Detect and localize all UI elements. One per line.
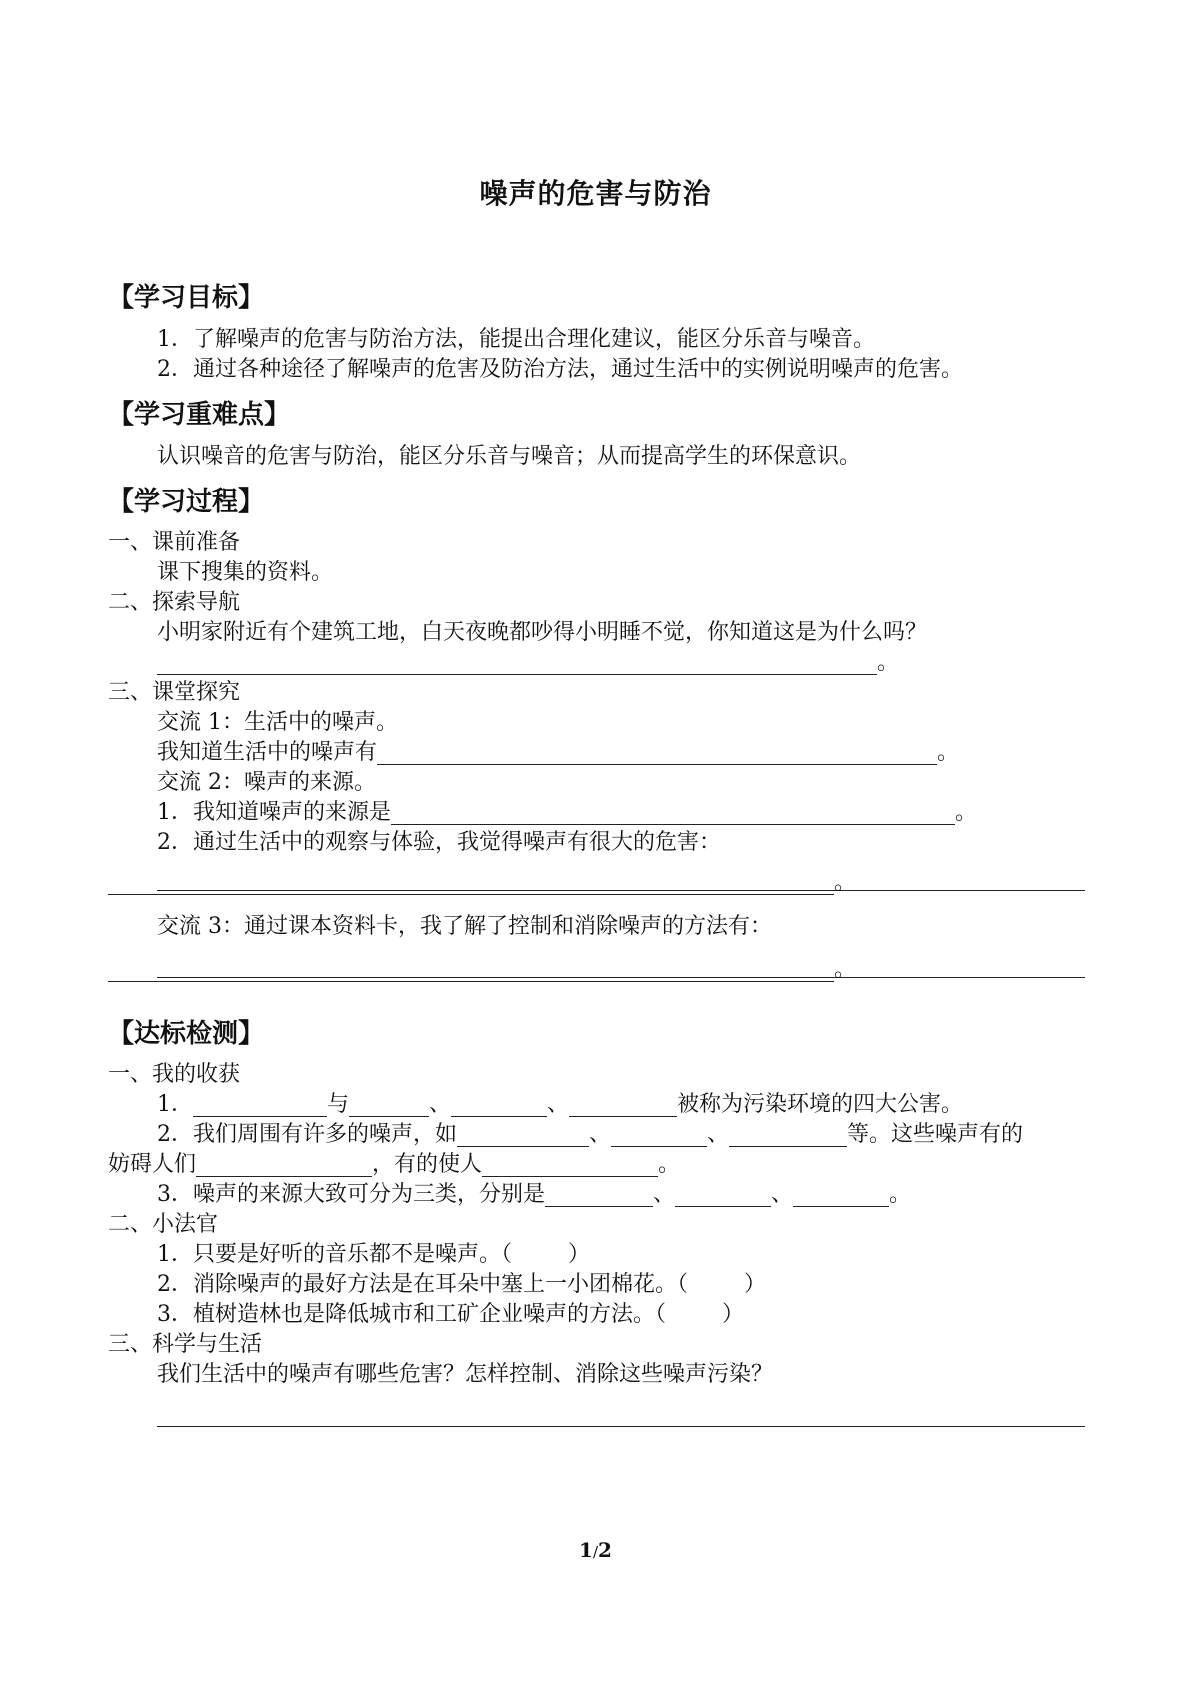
separator: 、 <box>653 1182 676 1207</box>
exchange-1-line <box>157 738 959 768</box>
answer-blank[interactable] <box>108 870 834 895</box>
separator: 、 <box>589 1122 612 1147</box>
paren-close: ） <box>568 1242 591 1267</box>
separator: 、 <box>707 1122 730 1147</box>
exchange-2-item-2: 2．通过生活中的观察与体验，我觉得噪声有很大的危害： <box>157 830 721 855</box>
q2-text-c: 妨碍人们 <box>108 1152 197 1177</box>
answer-blank[interactable] <box>482 1152 658 1177</box>
exchange-2-item-1 <box>157 798 977 828</box>
answer-blank[interactable] <box>108 957 834 982</box>
q3-text: 3．噪声的来源大致可分为三类，分别是 <box>157 1182 545 1207</box>
paren-open: （ <box>677 1272 689 1297</box>
page-separator: / <box>592 1543 599 1561</box>
exchange-1-title: 交流 1：生活中的噪声。 <box>157 710 398 735</box>
exchange-2-title: 交流 2：噪声的来源。 <box>157 770 376 795</box>
q2-text-b: 等。这些噪声有的 <box>847 1122 1024 1147</box>
current-page: 1 <box>579 1538 593 1562</box>
separator: 、 <box>771 1182 794 1207</box>
gain-q1 <box>157 1090 963 1120</box>
answer-blank[interactable] <box>793 1182 889 1207</box>
exchange-2-item-1-text: 1．我知道噪声的来源是 <box>157 800 391 825</box>
judge-statement: 2．消除噪声的最好方法是在耳朵中塞上一小团棉花。 <box>157 1272 677 1297</box>
page-number <box>0 1538 1191 1562</box>
q1-number: 1． <box>157 1092 193 1117</box>
period: 。 <box>955 800 978 825</box>
answer-blank[interactable] <box>545 1182 653 1207</box>
gain-q3 <box>157 1180 911 1210</box>
exchange-1-text: 我知道生活中的噪声有 <box>157 740 378 765</box>
goal-item-2: 2．通过各种途径了解噪声的危害及防治方法，通过生活中的实例说明噪声的危害。 <box>157 357 963 382</box>
answer-line-danger <box>108 868 856 898</box>
answer-blank[interactable] <box>611 1122 707 1147</box>
separator: 、 <box>547 1092 570 1117</box>
section-1-title: 一、课前准备 <box>108 530 241 555</box>
paren-open: （ <box>655 1302 667 1327</box>
answer-blank[interactable] <box>569 1092 677 1117</box>
answer-blank[interactable] <box>157 650 877 675</box>
part-2-title: 二、小法官 <box>108 1212 219 1237</box>
q1-tail: 被称为污染环境的四大公害。 <box>677 1092 964 1117</box>
answer-blank[interactable] <box>349 1092 429 1117</box>
answer-rule[interactable] <box>157 1426 1085 1427</box>
period: 。 <box>658 1152 681 1177</box>
gain-q2-line-2 <box>108 1150 680 1180</box>
answer-blank[interactable] <box>193 1092 327 1117</box>
process-heading: 【学习过程】 <box>108 487 265 517</box>
answer-blank[interactable] <box>451 1092 547 1117</box>
q2-text-a: 2．我们周围有许多的噪声，如 <box>157 1122 457 1147</box>
period: 。 <box>834 870 857 895</box>
key-points-heading: 【学习重难点】 <box>108 400 291 430</box>
answer-blank[interactable] <box>391 800 955 825</box>
section-2-title: 二、探索导航 <box>108 590 241 615</box>
answer-blank[interactable] <box>377 740 937 765</box>
answer-blank[interactable] <box>196 1152 372 1177</box>
judge-item-3 <box>157 1300 744 1330</box>
separator: 、 <box>429 1092 452 1117</box>
gain-q2-line-1 <box>157 1120 1023 1150</box>
answer-line-methods <box>108 955 856 985</box>
section-1-text: 课下搜集的资料。 <box>157 560 334 585</box>
part-3-title: 三、科学与生活 <box>108 1332 263 1357</box>
answer-line-s2 <box>157 648 899 678</box>
key-points-text: 认识噪音的危害与防治，能区分乐音与噪音；从而提高学生的环保意识。 <box>157 444 862 469</box>
exchange-3-text: 交流 3：通过课本资料卡，我了解了控制和消除噪声的方法有： <box>157 914 772 939</box>
period: 。 <box>889 1182 912 1207</box>
section-3-title: 三、课堂探究 <box>108 680 241 705</box>
goals-heading: 【学习目标】 <box>108 283 265 313</box>
section-2-question: 小明家附近有个建筑工地，白天夜晚都吵得小明睡不觉，你知道这是为什么吗？ <box>157 620 928 645</box>
answer-blank[interactable] <box>457 1122 589 1147</box>
test-heading: 【达标检测】 <box>108 1019 265 1049</box>
q2-text-d: ，有的使人 <box>372 1152 483 1177</box>
page-title: 噪声的危害与防治 <box>479 177 712 210</box>
judge-statement: 1．只要是好听的音乐都不是噪声。 <box>157 1242 501 1267</box>
period: 。 <box>937 740 960 765</box>
paren-open: （ <box>501 1242 513 1267</box>
answer-blank[interactable] <box>729 1122 847 1147</box>
judge-item-2 <box>157 1270 766 1300</box>
paren-close: ） <box>744 1272 767 1297</box>
period: 。 <box>877 650 900 675</box>
judge-item-1 <box>157 1240 590 1270</box>
part-1-title: 一、我的收获 <box>108 1062 241 1087</box>
q1-and: 与 <box>327 1092 350 1117</box>
period: 。 <box>834 957 857 982</box>
judge-statement: 3．植树造林也是降低城市和工矿企业噪声的方法。 <box>157 1302 655 1327</box>
answer-blank[interactable] <box>675 1182 771 1207</box>
total-pages: 2 <box>598 1538 612 1562</box>
paren-close: ） <box>722 1302 745 1327</box>
part-3-question: 我们生活中的噪声有哪些危害？怎样控制、消除这些噪声污染？ <box>157 1362 774 1387</box>
goal-item-1: 1．了解噪声的危害与防治方法，能提出合理化建议，能区分乐音与噪音。 <box>157 327 875 352</box>
